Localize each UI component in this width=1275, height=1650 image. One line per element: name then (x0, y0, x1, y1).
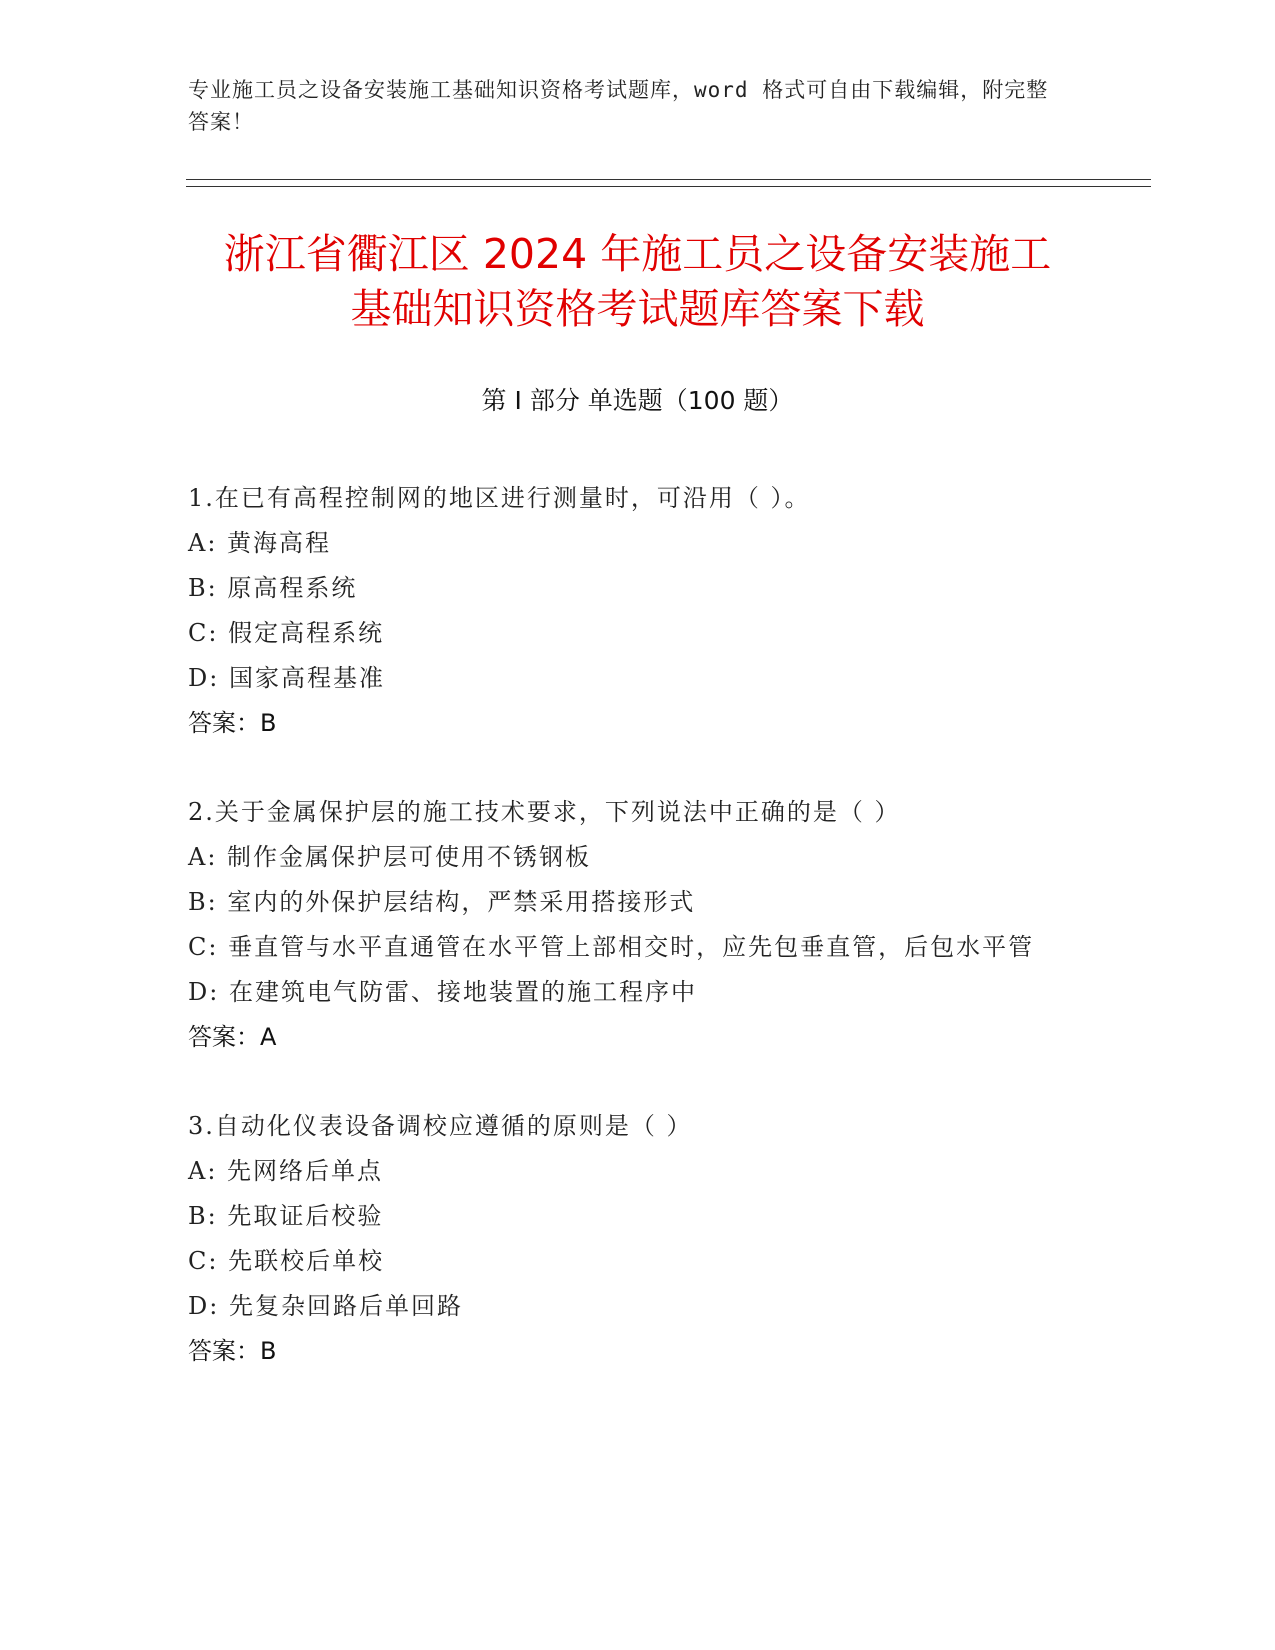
option-d: D: 在建筑电气防雷、接地装置的施工程序中 (188, 978, 697, 1006)
option-c: C: 垂直管与水平直通管在水平管上部相交时，应先包垂直管，后包水平管 (188, 933, 1035, 961)
section-title: 第 I 部分 单选题（100 题） (481, 386, 794, 415)
question-stem: 1.在已有高程控制网的地区进行测量时，可沿用（ ）。 (188, 484, 811, 512)
option-c: C: 先联校后单校 (188, 1247, 385, 1275)
question-stem: 2.关于金属保护层的施工技术要求，下列说法中正确的是（ ） (188, 798, 901, 826)
page-title-line-1: 浙江省衢江区 2024 年施工员之设备安装施工 (223, 230, 1052, 278)
header-divider-bottom (186, 186, 1151, 187)
header-note: 专业施工员之设备安装施工基础知识资格考试题库，word 格式可自由下载编辑，附完整答案！ (188, 78, 1049, 134)
option-a: A: 黄海高程 (188, 529, 332, 557)
answer: 答案：B (188, 709, 277, 737)
page-title-line-2: 基础知识资格考试题库答案下载 (350, 285, 925, 333)
option-a: A: 制作金属保护层可使用不锈钢板 (188, 843, 592, 871)
header-divider-top (186, 179, 1151, 180)
option-a: A: 先网络后单点 (188, 1157, 384, 1185)
option-b: B: 原高程系统 (188, 574, 358, 602)
question-3 (188, 1104, 1088, 1374)
question-1 (188, 476, 1088, 746)
question-2 (188, 790, 1088, 1060)
question-stem: 3.自动化仪表设备调校应遵循的原则是（ ） (188, 1112, 693, 1140)
option-b: B: 先取证后校验 (188, 1202, 384, 1230)
option-d: D: 国家高程基准 (188, 664, 385, 692)
page-title (120, 227, 1155, 337)
option-c: C: 假定高程系统 (188, 619, 385, 647)
answer: 答案：A (188, 1023, 277, 1051)
answer: 答案：B (188, 1337, 277, 1365)
option-b: B: 室内的外保护层结构，严禁采用搭接形式 (188, 888, 696, 916)
option-d: D: 先复杂回路后单回路 (188, 1292, 463, 1320)
question-list (188, 476, 1088, 1418)
